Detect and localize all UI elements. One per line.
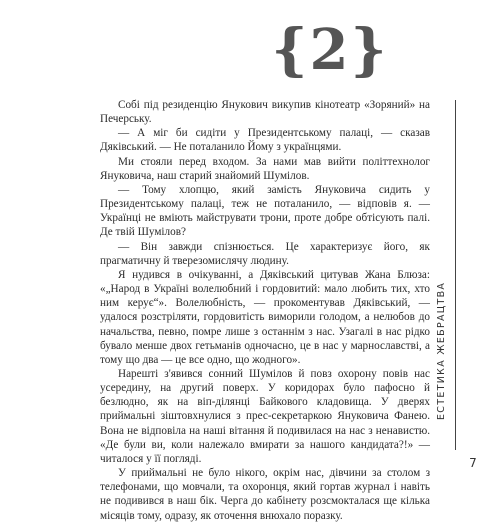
running-head-title: ЕСТЕТИКА ЖЕБРАЦТВА bbox=[436, 281, 447, 420]
paragraph: — Він завжди спізнюється. Це характеризує його, як прагматичну й тверезомислячу людину. bbox=[100, 240, 430, 267]
body-text bbox=[100, 98, 430, 523]
paragraph: — Тому хлопцю, який замість Януковича сидить у Президентському палаці, теж не поталанило, — відповів я. — Українці не вміють майструвати трони, проте добре обтісують палі. Де твій Шумілов? bbox=[100, 183, 430, 239]
chapter-number: {2} bbox=[271, 17, 389, 83]
paragraph: Ми стояли перед входом. За нами мав вийти політтехнолог Януковича, наш старий знайомий Шумілов. bbox=[100, 155, 430, 182]
margin-rule bbox=[455, 100, 456, 450]
paragraph: Собі під резиденцію Янукович викупив кінотеатр «Зоряний» на Печерську. bbox=[100, 99, 430, 126]
paragraph: Нарешті з'явився сонний Шумілов й повз охорону повів нас усередину, на другий поверх. У коридорах було пафосно й безлюдно, як на віп-ділянці Байкового кладовища. У дверях приймальні зіштовхнулися з прес-секретаркою Януковича Фанею. Вона не відповіла на наші вітання й подивилася на нас з ненавистю. «Де були ви, коли належало вмирати за нашого кандидата?!» — читалося у її погляді. bbox=[100, 367, 430, 465]
paragraph: У приймальні не було нікого, окрім нас, дівчини за столом з телефонами, що мовчали, та охоронця, який гортав журнал і навіть не подивився в наш бік. Черга до кабінету розсмокталася ще кілька місяців тому, одразу, як оточення внюхало поразку. bbox=[100, 467, 430, 522]
paragraph: Я нудився в очікуванні, а Дяківський цитував Жана Блюза: «„Народ в Україні волелюбний і гордовитий: мало любить тих, хто ним керує“». Волелюбність, — прокоментував Дяківський, — удалося розстріляти, гордовитість виморили голодом, а нелюбов до начальства, певно, помре лише з останнім з нас. Узагалі в нас рідко бувало менше двох гетьманів одночасно, це в нас у марнославстві, а тому що два — це все одно, що жодного». bbox=[100, 268, 430, 366]
page-number: 7 bbox=[469, 456, 477, 470]
paragraph: — А міг би сидіти у Президентському палаці, — сказав Дяківський. — Не поталанило Йому з українцями. bbox=[100, 127, 430, 154]
